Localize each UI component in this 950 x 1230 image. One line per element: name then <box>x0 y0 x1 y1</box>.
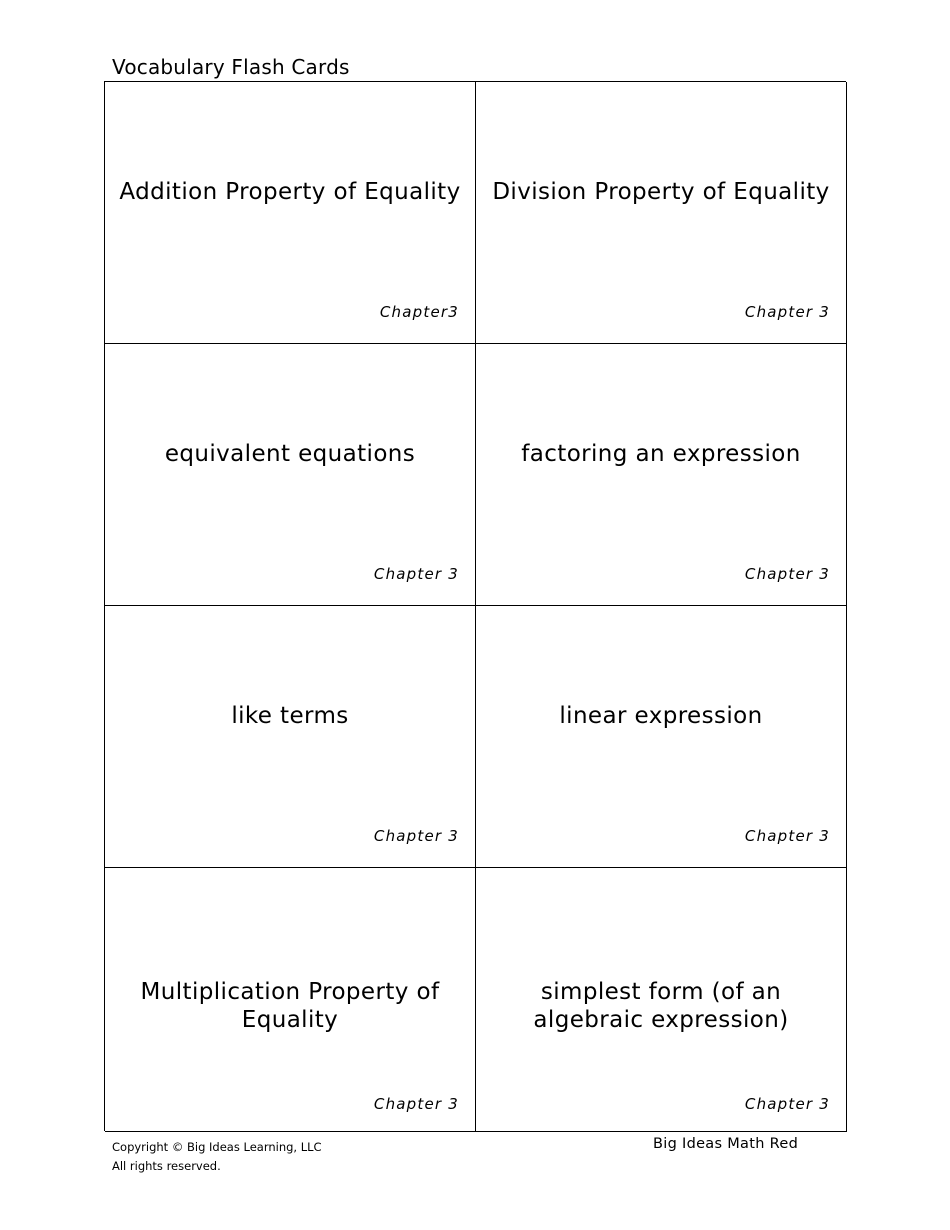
card-term: like terms <box>231 703 349 729</box>
flash-card <box>476 606 847 868</box>
flash-card <box>105 868 476 1132</box>
flash-card <box>105 344 476 606</box>
flash-card <box>105 606 476 868</box>
page-title: Vocabulary Flash Cards <box>112 55 350 79</box>
card-term: Division Property of Equality <box>492 179 830 205</box>
card-chapter: Chapter 3 <box>744 827 830 845</box>
card-chapter: Chapter 3 <box>744 1095 830 1113</box>
flash-card <box>476 82 847 344</box>
card-chapter: Chapter 3 <box>373 827 459 845</box>
rights-line: All rights reserved. <box>112 1159 221 1173</box>
copyright-notice <box>112 1138 322 1176</box>
card-term: simplest form (of an algebraic expression) <box>533 979 789 1033</box>
card-chapter: Chapter 3 <box>373 1095 459 1113</box>
flash-card <box>105 82 476 344</box>
flash-card <box>476 344 847 606</box>
card-chapter: Chapter3 <box>379 303 459 321</box>
card-term: linear expression <box>559 703 763 729</box>
card-term: equivalent equations <box>164 441 416 467</box>
card-chapter: Chapter 3 <box>744 565 830 583</box>
flash-card-grid <box>104 81 846 1131</box>
card-term: Addition Property of Equality <box>119 179 461 205</box>
flash-card <box>476 868 847 1132</box>
copyright-line: Copyright © Big Ideas Learning, LLC <box>112 1140 322 1154</box>
book-title: Big Ideas Math Red <box>653 1136 799 1152</box>
card-chapter: Chapter 3 <box>373 565 459 583</box>
card-term: Multiplication Property of Equality <box>140 979 440 1033</box>
card-chapter: Chapter 3 <box>744 303 830 321</box>
card-term: factoring an expression <box>521 441 801 467</box>
